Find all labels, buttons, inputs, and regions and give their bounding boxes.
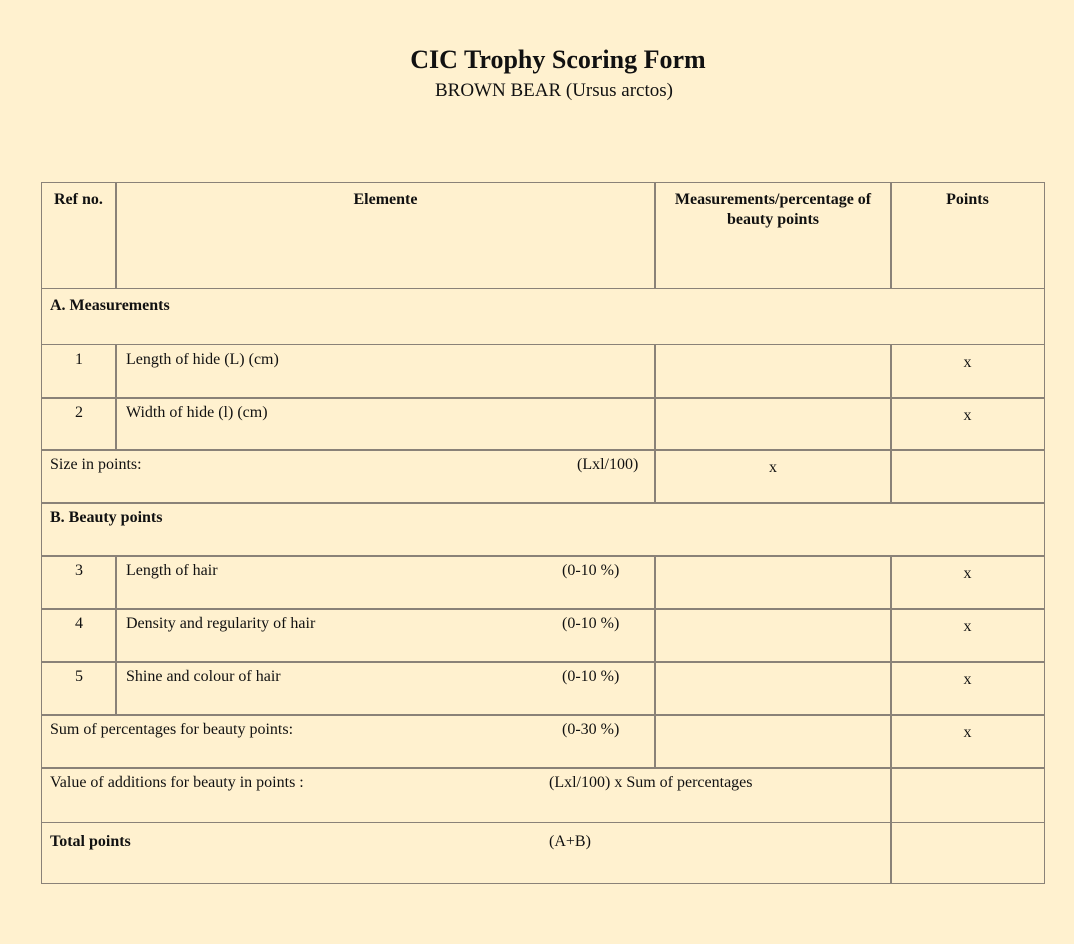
row-1-points: x [890, 344, 1045, 399]
row-2-ref: 2 [41, 397, 117, 451]
row-4-range: (0-10 %) [562, 615, 620, 632]
size-in-points-label: Size in points: [50, 456, 142, 473]
sum-percentages-row [41, 714, 656, 769]
sum-percentages-range: (0-30 %) [562, 721, 620, 738]
row-2-label: Width of hide (l) (cm) [115, 397, 656, 451]
size-formula: (Lxl/100) [577, 456, 639, 473]
value-additions-label: Value of additions for beauty in points : [50, 774, 304, 791]
scoring-table [41, 182, 1045, 884]
total-points-label: Total points [50, 833, 131, 850]
row-4-ref: 4 [41, 608, 117, 663]
row-1-label: Length of hide (L) (cm) [115, 344, 656, 399]
header-points: Points [890, 182, 1045, 289]
form-subtitle: BROWN BEAR (Ursus arctos) [434, 80, 673, 101]
row-2-measurement-field[interactable] [654, 397, 892, 451]
value-additions-formula: (Lxl/100) x Sum of percentages [549, 774, 753, 791]
header-measurements: Measurements/percentage of beauty points [654, 182, 892, 289]
row-5-points: x [890, 661, 1045, 716]
row-4-label: Density and regularity of hair [126, 615, 316, 632]
row-1-measurement-field[interactable] [654, 344, 892, 399]
value-additions-points-field[interactable] [890, 767, 1045, 823]
sum-percentages-field[interactable] [654, 714, 892, 769]
row-5-range: (0-10 %) [562, 668, 620, 685]
row-5-label-cell [115, 661, 656, 716]
form-title: CIC Trophy Scoring Form [410, 45, 706, 74]
row-5-label: Shine and colour of hair [126, 668, 281, 685]
total-points-row [41, 822, 892, 884]
row-3-points: x [890, 555, 1045, 610]
row-4-points: x [890, 608, 1045, 663]
sum-percentages-label: Sum of percentages for beauty points: [50, 721, 294, 738]
header-elemente: Elemente [115, 182, 656, 289]
row-4-label-cell [115, 608, 656, 663]
row-3-range: (0-10 %) [562, 562, 620, 579]
size-measurement: x [654, 449, 892, 504]
total-points-field[interactable] [890, 822, 1045, 884]
size-points-field[interactable] [890, 449, 1045, 504]
row-5-ref: 5 [41, 661, 117, 716]
size-in-points-row [41, 449, 656, 504]
row-3-measurement-field[interactable] [654, 555, 892, 610]
row-1-ref: 1 [41, 344, 117, 399]
row-3-ref: 3 [41, 555, 117, 610]
row-3-label-cell [115, 555, 656, 610]
row-4-measurement-field[interactable] [654, 608, 892, 663]
row-5-measurement-field[interactable] [654, 661, 892, 716]
section-a-title: A. Measurements [41, 288, 1045, 345]
value-additions-row [41, 767, 892, 823]
header-ref-no: Ref no. [41, 182, 117, 289]
row-2-points: x [890, 397, 1045, 451]
sum-percentages-points: x [890, 714, 1045, 769]
total-points-formula: (A+B) [549, 833, 591, 850]
section-b-title: B. Beauty points [41, 502, 1045, 557]
row-3-label: Length of hair [126, 562, 218, 579]
